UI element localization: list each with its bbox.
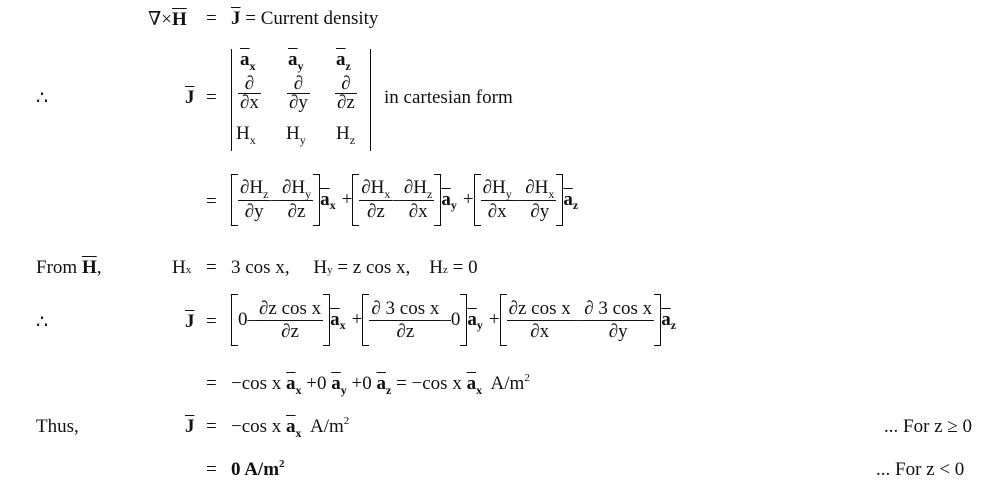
det-row1-az: $\overline{a}_z$ xyxy=(336,49,351,73)
hx-label: Hx xyxy=(172,257,192,278)
equals-sign: = xyxy=(206,459,217,480)
det-partial-z: ∂ ∂z xyxy=(337,73,355,113)
curl-expansion-general: $\frac{\partial H_z}{\partial y}$ – $\frac{\partial H_y}{\partial z}$ $\overline{a}$ x + $\frac{\partial H_x}{\partial z}$ – $\frac{\partial H_z}{\partial x}$ $\overline{a}$ y + $\frac{\partial H_y}{\partial x}$ – $\frac{\partial H_x}{\partial y}$ $\overline{a}$ z xyxy=(231,174,578,226)
equals-sign: = xyxy=(206,8,217,29)
equals-sign: = xyxy=(206,257,217,278)
det-partial-y: ∂ ∂y xyxy=(289,73,308,113)
det-partial-x: ∂ ∂x xyxy=(240,73,259,113)
therefore-symbol: ∴ xyxy=(36,88,49,109)
curl-expansion-substituted: 0 – $\frac{\text{∂z cos x}}{\partial z}$ $\overline{a}$ x + $\frac{\text{∂ 3 cos x}}{\partial z}$ – 0 $\overline{a}$ y + $\frac{\text{∂z cos x}}{\partial x}$ – $\frac{\text{∂ 3 cos x}}{\partial y}$ $\overline{a}$ z xyxy=(231,294,676,346)
equals-sign: = xyxy=(206,416,217,437)
j-result-negative-z: 0 $A/m^2$ xyxy=(231,458,285,480)
det-row1-ax: $\overline{a}_x$ xyxy=(240,49,256,73)
j-vector-lhs: $\overline{J}$ xyxy=(185,416,195,437)
determinant-matrix xyxy=(231,49,371,151)
det-row1-ay: $\overline{a}_y$ xyxy=(288,49,304,73)
cartesian-form-label: in cartesian form xyxy=(384,87,513,108)
therefore-symbol: ∴ xyxy=(36,312,49,333)
det-row3-hz: $H_z$ xyxy=(336,123,356,147)
j-result-positive-z: −cos x $\overline{a}_x$ $A/m^2$ xyxy=(231,415,350,440)
condition-z-negative: ... For z < 0 xyxy=(876,459,965,480)
j-vector-lhs: $\overline{J}$ xyxy=(185,87,195,108)
det-row3-hy: $H_y$ xyxy=(286,123,306,147)
j-vector-lhs: $\overline{J}$ xyxy=(185,311,195,332)
j-simplified: −cos x $\overline{a}_x +0$ $\overline{a}_y +0$ $\overline{a}_z = -\cos$ x $\overline{a}_x$ $A/m^2$ xyxy=(231,372,530,397)
equals-sign: = xyxy=(206,373,217,394)
equals-sign: = xyxy=(206,191,217,212)
h-components: 3 cos x, Hy = z cos x, Hz = 0 xyxy=(231,257,478,278)
from-h-label: From $\overline{H}$, xyxy=(36,257,102,278)
equals-sign: = xyxy=(206,311,217,332)
det-row3-hx: $H_x$ xyxy=(236,123,256,147)
current-density-definition: $\overline{J}$ = Current density xyxy=(231,8,379,29)
curl-h-lhs: $\nabla\times\overline{H}$ xyxy=(148,9,187,30)
condition-z-nonnegative: ... For z ≥ 0 xyxy=(884,416,973,437)
thus-label: Thus, xyxy=(36,416,79,437)
equals-sign: = xyxy=(206,87,217,108)
